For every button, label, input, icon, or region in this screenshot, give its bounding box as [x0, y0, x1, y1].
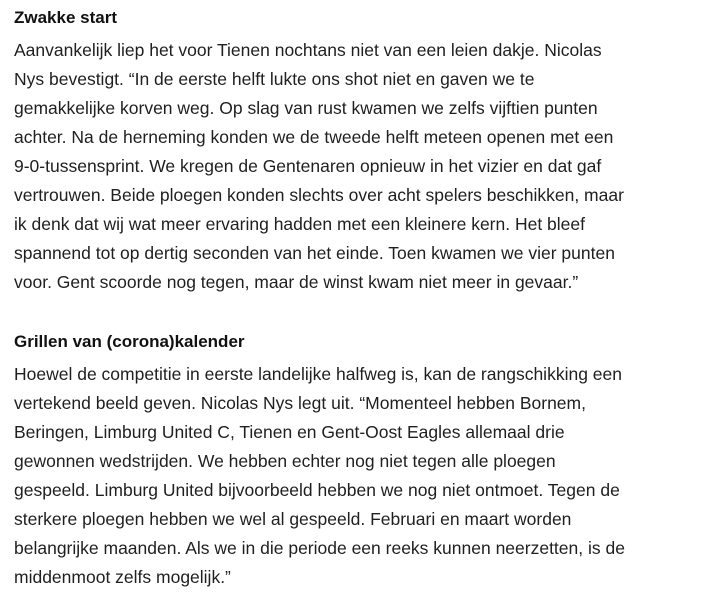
paragraph-line: gemakkelijke korven weg. Op slag van rust kwamen we zelfs vijftien punten	[14, 98, 598, 118]
paragraph-line: spannend tot op dertig seconden van het einde. Toen kwamen we vier punten	[14, 243, 615, 263]
paragraph-line: vertrouwen. Beide ploegen konden slechts over acht spelers beschikken, maar	[14, 185, 624, 205]
paragraph-line: sterkere ploegen hebben we wel al gespeeld. Februari en maart worden	[14, 509, 572, 529]
paragraph-line: middenmoot zelfs mogelijk.”	[14, 567, 231, 587]
paragraph-line: achter. Na de herneming konden we de tweede helft meteen openen met een	[14, 127, 614, 147]
section-paragraph	[14, 360, 700, 592]
paragraph-line: Hoewel de competitie in eerste landelijke halfweg is, kan de rangschikking een	[14, 364, 622, 384]
paragraph-line: vertekend beeld geven. Nicolas Nys legt uit. “Momenteel hebben Bornem,	[14, 393, 586, 413]
section-paragraph	[14, 36, 700, 297]
section-grillen-van-coronakalender	[14, 330, 700, 592]
paragraph-line: Beringen, Limburg United C, Tienen en Gent-Oost Eagles allemaal drie	[14, 422, 565, 442]
paragraph-line: ik denk dat wij wat meer ervaring hadden met een kleinere kern. Het bleef	[14, 214, 585, 234]
paragraph-line: voor. Gent scoorde nog tegen, maar de winst kwam niet meer in gevaar.”	[14, 272, 579, 292]
section-zwakke-start	[14, 6, 700, 297]
paragraph-line: gespeeld. Limburg United bijvoorbeeld hebben we nog niet ontmoet. Tegen de	[14, 480, 620, 500]
section-heading: Grillen van (corona)kalender	[14, 332, 245, 351]
paragraph-line: Aanvankelijk liep het voor Tienen nochtans niet van een leien dakje. Nicolas	[14, 40, 602, 60]
paragraph-line: belangrijke maanden. Als we in die periode een reeks kunnen neerzetten, is de	[14, 538, 625, 558]
section-heading: Zwakke start	[14, 8, 117, 27]
paragraph-line: Nys bevestigt. “In de eerste helft lukte ons shot niet en gaven we te	[14, 69, 535, 89]
paragraph-line: 9-0-tussensprint. We kregen de Gentenaren opnieuw in het vizier en dat gaf	[14, 156, 602, 176]
paragraph-line: gewonnen wedstrijden. We hebben echter nog niet tegen alle ploegen	[14, 451, 556, 471]
